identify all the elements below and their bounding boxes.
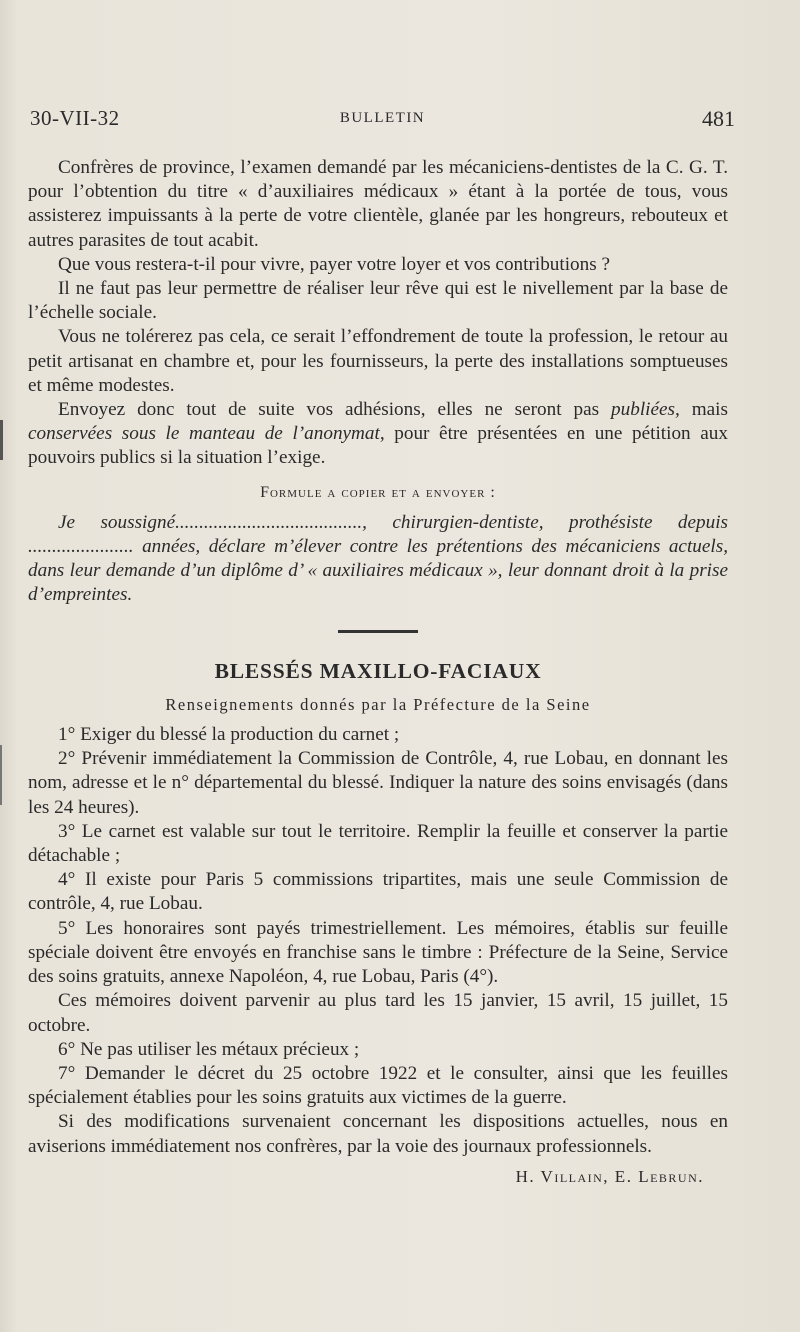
scan-edge-mark [0,420,3,460]
list-item: Si des modifications survenaient concernant les dispositions actuelles, nous en aviserions immédiatement nos confrères, par la voie des journaux professionnels. [28,1111,728,1157]
signature: H. Villain, E. Lebrun. [515,1166,704,1186]
list-item: 3° Le carnet est valable sur tout le territoire. Remplir la feuille et conserver la partie détachable ; [28,820,728,867]
article-body [28,156,728,1189]
section-title: BLESSÉS MAXILLO-FACIAUX [214,658,542,683]
list-item: 1° Exiger du blessé la production du carnet ; [58,724,400,746]
section-divider [338,630,418,633]
list-item: 2° Prévenir immédiatement la Commission de Contrôle, 4, rue Lobau, en donnant les nom, adresse et le n° départemental du blessé. Indiquer la nature des soins envisagés (dans les 24 heures). [28,748,728,818]
running-header [30,106,735,136]
paragraph: Confrères de province, l’examen demandé par les mécaniciens-dentistes de la C. G. T. pour l’obtention du titre « d’auxiliaires médicaux » étant à la portée de tous, vous assisterez impuissants à la perte de votre clientèle, glanée par les hongreurs, rebouteux et autres parasites de tout acabit. [28,157,728,251]
list-item: 4° Il existe pour Paris 5 commissions tripartites, mais une seule Commission de contrôle, 4, rue Lobau. [28,869,728,915]
formule-text: Je soussigné......................................., chirurgien-dentiste, prothésiste depuis ...................... années, déclare m’élever contre les prétentions des mécaniciens actuels, dans leur demande d’un diplôme d’ « auxiliaires médicaux », leur donnant droit à la prise d’empreintes. [28,511,728,606]
list-item: 5° Les honoraires sont payés trimestriellement. Les mémoires, établis sur feuille spéciale doivent être envoyés en franchise sans le timbre : Préfecture de la Seine, Service des soins gratuits, annexe Napoléon, 4, rue Lobau, Paris (4°). [28,917,728,988]
scan-edge-mark [0,745,2,805]
page-number: 481 [702,106,735,131]
list-item: 7° Demander le décret du 25 octobre 1922 et le consulter, ainsi que les feuilles spécialement établies pour les soins gratuits aux victimes de la guerre. [28,1062,728,1109]
paragraph: Que vous restera-t-il pour vivre, payer votre loyer et vos contributions ? [58,253,611,275]
paragraph: Vous ne tolérerez pas cela, ce serait l’effondrement de toute la profession, le retour au petit artisanat en chambre et, pour les fournisseurs, la perte des installations somptueuses et même modestes. [28,326,728,396]
header-date: 30-VII-32 [30,106,120,130]
appeal-paragraph: Envoyez donc tout de suite vos adhésions, elles ne seront pas publiées, mais conservées sous le manteau de l’anonymat, pour être présentées en une pétition aux pouvoirs publics si la situation l’exige. [28,399,728,469]
list-item: 6° Ne pas utiliser les métaux précieux ; [58,1038,360,1060]
formule-heading: Formule a copier et a envoyer : [260,483,496,501]
list-item: Ces mémoires doivent parvenir au plus tard les 15 janvier, 15 avril, 15 juillet, 15 octobre. [28,990,728,1036]
section-subtitle: Renseignements donnés par la Préfecture de la Seine [165,694,591,714]
header-journal: BULLETIN [339,110,426,126]
paragraph: Il ne faut pas leur permettre de réaliser leur rêve qui est le nivellement par la base de l’échelle sociale. [28,278,728,324]
